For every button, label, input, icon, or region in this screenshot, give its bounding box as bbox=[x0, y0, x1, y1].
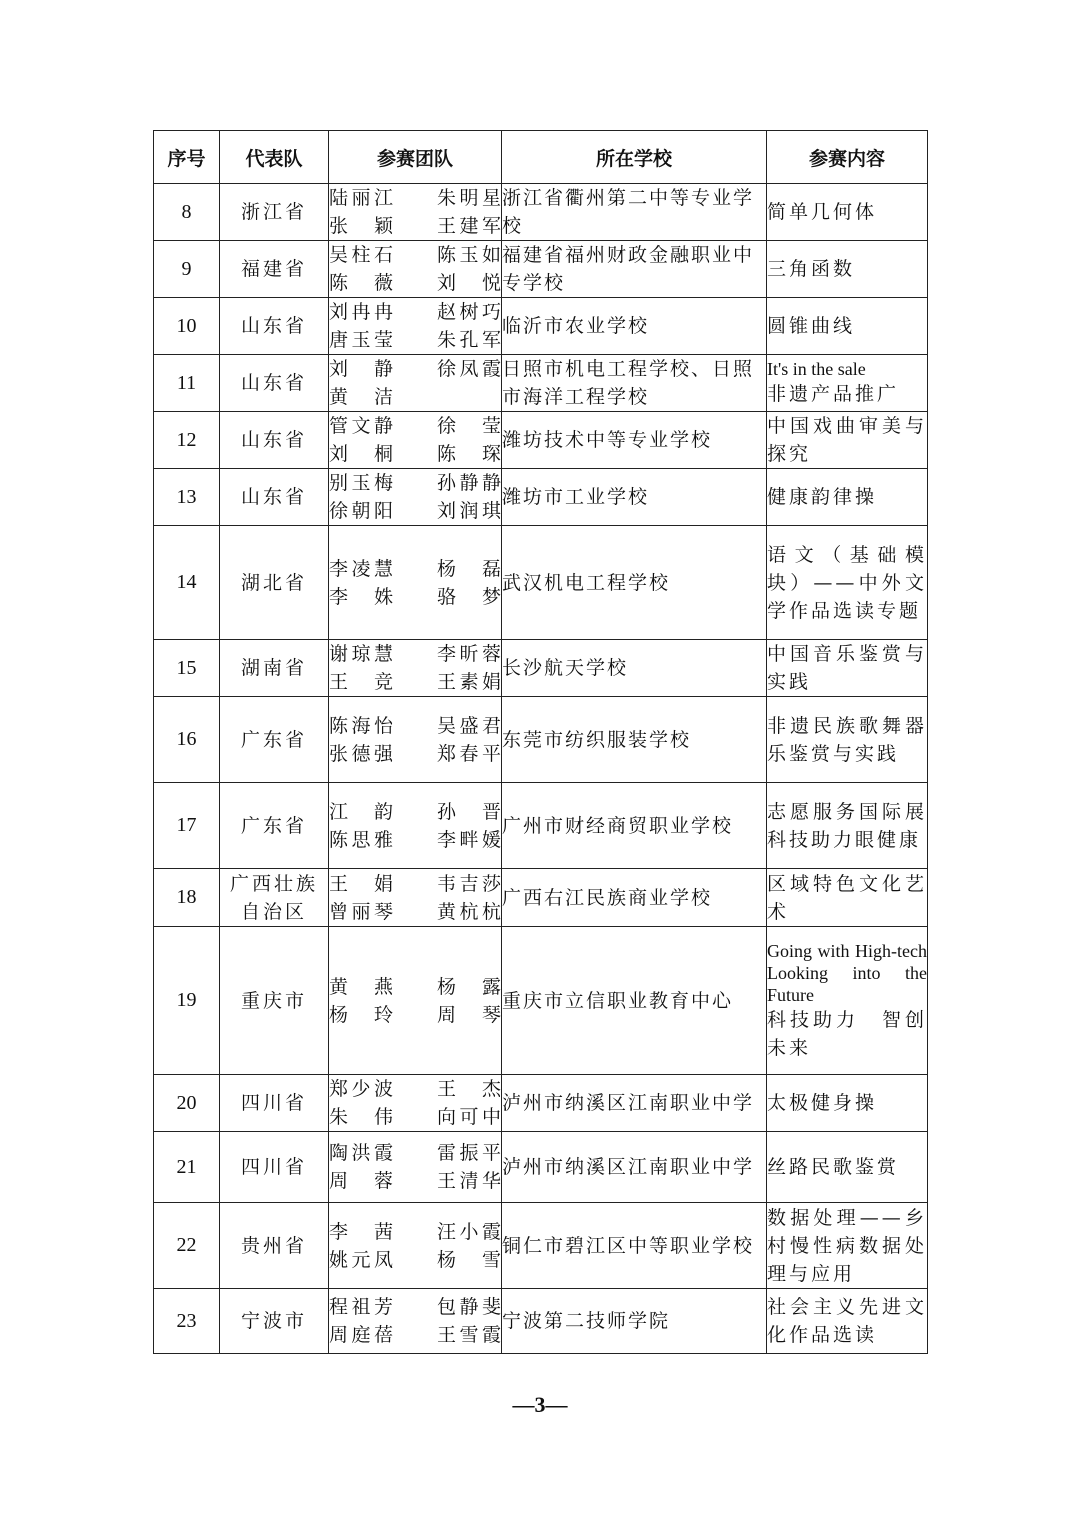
contest-content: 数据处理——乡村慢性病数据处理与应用 bbox=[767, 1203, 928, 1289]
member-name bbox=[437, 383, 501, 411]
school-name: 潍坊市工业学校 bbox=[502, 469, 767, 526]
contest-content: 中国音乐鉴赏与实践 bbox=[767, 640, 928, 697]
member-name: 陈 琛 bbox=[437, 443, 501, 465]
table-row bbox=[154, 1289, 928, 1354]
member-name: 周 蓉 bbox=[329, 1170, 393, 1192]
member-name: 陈思雅 bbox=[329, 828, 393, 851]
team-members bbox=[329, 640, 502, 697]
contest-content: 太极健身操 bbox=[767, 1075, 928, 1132]
member-name: 朱明星 bbox=[437, 187, 501, 209]
table-row bbox=[154, 184, 928, 241]
header-content: 参赛内容 bbox=[767, 131, 928, 184]
member-name: 黄 洁 bbox=[329, 386, 393, 408]
award-table bbox=[153, 130, 950, 1354]
member-name: 陆丽江 bbox=[329, 187, 393, 209]
team-members bbox=[329, 1132, 502, 1203]
contest-content: 三角函数 bbox=[767, 241, 928, 298]
team-members bbox=[329, 1075, 502, 1132]
member-name: 吴柱石 bbox=[329, 244, 393, 266]
delegation-name: 四川省 bbox=[220, 1075, 329, 1132]
row-number: 14 bbox=[154, 526, 220, 640]
contest-content-english: Going with High-tech Looking into the Future bbox=[767, 940, 927, 1005]
row-number: 22 bbox=[154, 1203, 220, 1289]
row-number: 10 bbox=[154, 298, 220, 355]
member-name: 曾丽琴 bbox=[329, 900, 393, 923]
member-name: 徐 莹 bbox=[437, 415, 501, 437]
table-row bbox=[154, 355, 928, 412]
delegation-name: 广东省 bbox=[220, 697, 329, 783]
contest-content bbox=[767, 355, 928, 412]
table-row bbox=[154, 1203, 928, 1289]
member-name: 张 颖 bbox=[329, 215, 393, 237]
header-members: 参赛团队 bbox=[329, 131, 502, 184]
member-name: 陈玉如 bbox=[437, 244, 501, 266]
table-row bbox=[154, 469, 928, 526]
contest-content: 健康韵律操 bbox=[767, 469, 928, 526]
contest-content: 社会主义先进文化作品选读 bbox=[767, 1289, 928, 1354]
team-members bbox=[329, 184, 502, 241]
delegation-name: 四川省 bbox=[220, 1132, 329, 1203]
table-row bbox=[154, 241, 928, 298]
school-name: 重庆市立信职业教育中心 bbox=[502, 927, 767, 1075]
school-name: 泸州市纳溪区江南职业中学 bbox=[502, 1132, 767, 1203]
school-name: 东莞市纺织服装学校 bbox=[502, 697, 767, 783]
member-name: 唐玉莹 bbox=[329, 329, 393, 351]
delegation-name: 重庆市 bbox=[220, 927, 329, 1075]
member-name: 王雪霞 bbox=[437, 1324, 501, 1346]
school-name: 武汉机电工程学校 bbox=[502, 526, 767, 640]
team-members bbox=[329, 783, 502, 869]
contest-content: 志愿服务国际展 科技助力眼健康 bbox=[767, 783, 928, 869]
team-members bbox=[329, 927, 502, 1075]
member-name: 杨 玲 bbox=[329, 1003, 393, 1026]
row-number: 19 bbox=[154, 927, 220, 1075]
team-members bbox=[329, 412, 502, 469]
contest-content-chinese: 非遗产品推广 bbox=[767, 383, 900, 405]
member-name: 骆 梦 bbox=[437, 585, 501, 608]
table-row bbox=[154, 298, 928, 355]
contest-content: 中国戏曲审美与探究 bbox=[767, 412, 928, 469]
member-name: 王 娟 bbox=[329, 872, 393, 895]
member-name: 刘 桐 bbox=[329, 443, 393, 465]
delegation-name: 山东省 bbox=[220, 298, 329, 355]
member-name: 刘 悦 bbox=[437, 272, 501, 294]
member-name: 李畔媛 bbox=[437, 828, 501, 851]
row-number: 9 bbox=[154, 241, 220, 298]
contest-content: 区域特色文化艺术 bbox=[767, 869, 928, 927]
school-name: 广西右江民族商业学校 bbox=[502, 869, 767, 927]
member-name: 姚元凤 bbox=[329, 1248, 393, 1271]
member-name: 李凌慧 bbox=[329, 557, 393, 580]
member-name: 刘润琪 bbox=[437, 500, 501, 522]
school-name: 临沂市农业学校 bbox=[502, 298, 767, 355]
page-number: —3— bbox=[512, 1392, 568, 1417]
row-number: 15 bbox=[154, 640, 220, 697]
delegation-name: 广西壮族自治区 bbox=[220, 869, 329, 927]
member-name: 黄 燕 bbox=[329, 975, 393, 998]
member-name: 程祖芳 bbox=[329, 1296, 393, 1318]
delegation-name: 广东省 bbox=[220, 783, 329, 869]
header-team: 代表队 bbox=[220, 131, 329, 184]
team-members bbox=[329, 298, 502, 355]
delegation-name: 山东省 bbox=[220, 469, 329, 526]
member-name: 赵树巧 bbox=[437, 301, 501, 323]
member-name: 郑春平 bbox=[437, 742, 501, 765]
delegation-name: 山东省 bbox=[220, 412, 329, 469]
table-row bbox=[154, 640, 928, 697]
member-name: 李 姝 bbox=[329, 585, 393, 608]
header-school: 所在学校 bbox=[502, 131, 767, 184]
member-name: 张德强 bbox=[329, 742, 393, 765]
contest-content-chinese: 科技助力 智创未来 bbox=[767, 1008, 927, 1059]
member-name: 王清华 bbox=[437, 1170, 501, 1192]
contest-content bbox=[767, 927, 928, 1075]
table-row bbox=[154, 412, 928, 469]
contest-content: 非遗民族歌舞器乐鉴赏与实践 bbox=[767, 697, 928, 783]
table-row bbox=[154, 1132, 928, 1203]
delegation-name: 贵州省 bbox=[220, 1203, 329, 1289]
table-row bbox=[154, 1075, 928, 1132]
member-name: 陈 薇 bbox=[329, 272, 393, 294]
member-name: 王 竞 bbox=[329, 671, 393, 693]
delegation-name: 山东省 bbox=[220, 355, 329, 412]
member-name: 徐朝阳 bbox=[329, 500, 393, 522]
table-row bbox=[154, 869, 928, 927]
member-name: 包静斐 bbox=[437, 1296, 501, 1318]
delegation-name: 湖北省 bbox=[220, 526, 329, 640]
row-number: 8 bbox=[154, 184, 220, 241]
member-name: 韦吉莎 bbox=[437, 872, 501, 895]
team-members bbox=[329, 1289, 502, 1354]
school-name: 浙江省衢州第二中等专业学校 bbox=[502, 184, 767, 241]
member-name: 向可中 bbox=[437, 1106, 501, 1128]
member-name: 周庭蓓 bbox=[329, 1324, 393, 1346]
school-name: 泸州市纳溪区江南职业中学 bbox=[502, 1075, 767, 1132]
member-name: 管文静 bbox=[329, 415, 393, 437]
table-row bbox=[154, 526, 928, 640]
contest-content-english: It's in the sale bbox=[767, 359, 866, 379]
row-number: 13 bbox=[154, 469, 220, 526]
table-row bbox=[154, 783, 928, 869]
member-name: 王 杰 bbox=[437, 1078, 501, 1100]
row-number: 11 bbox=[154, 355, 220, 412]
team-members bbox=[329, 355, 502, 412]
team-members bbox=[329, 526, 502, 640]
team-members bbox=[329, 1203, 502, 1289]
school-name: 日照市机电工程学校、日照市海洋工程学校 bbox=[502, 355, 767, 412]
member-name: 陈海怡 bbox=[329, 714, 393, 737]
contest-content: 圆锥曲线 bbox=[767, 298, 928, 355]
table-row bbox=[154, 697, 928, 783]
member-name: 陶洪霞 bbox=[329, 1142, 393, 1164]
row-number: 16 bbox=[154, 697, 220, 783]
contest-content: 简单几何体 bbox=[767, 184, 928, 241]
header-number: 序号 bbox=[154, 131, 220, 184]
member-name: 刘 静 bbox=[329, 358, 393, 380]
row-number: 18 bbox=[154, 869, 220, 927]
member-name: 别玉梅 bbox=[329, 472, 393, 494]
member-name: 谢琼慧 bbox=[329, 643, 393, 665]
school-name: 广州市财经商贸职业学校 bbox=[502, 783, 767, 869]
member-name: 朱孔军 bbox=[437, 329, 501, 351]
member-name: 杨 雪 bbox=[437, 1248, 501, 1271]
delegation-name: 浙江省 bbox=[220, 184, 329, 241]
member-name: 杨 磊 bbox=[437, 557, 501, 580]
table-row bbox=[154, 927, 928, 1075]
contest-content: 丝路民歌鉴赏 bbox=[767, 1132, 928, 1203]
member-name: 孙静静 bbox=[437, 472, 501, 494]
school-name: 宁波第二技师学院 bbox=[502, 1289, 767, 1354]
team-members bbox=[329, 869, 502, 927]
school-name: 铜仁市碧江区中等职业学校 bbox=[502, 1203, 767, 1289]
row-number: 20 bbox=[154, 1075, 220, 1132]
member-name: 郑少波 bbox=[329, 1078, 393, 1100]
member-name: 孙 晋 bbox=[437, 800, 501, 823]
delegation-name: 湖南省 bbox=[220, 640, 329, 697]
delegation-name: 宁波市 bbox=[220, 1289, 329, 1354]
school-name: 潍坊技术中等专业学校 bbox=[502, 412, 767, 469]
team-members bbox=[329, 241, 502, 298]
member-name: 李昕蓉 bbox=[437, 643, 501, 665]
member-name: 李 茜 bbox=[329, 1220, 393, 1243]
member-name: 朱 伟 bbox=[329, 1106, 393, 1128]
contest-content: 语文（基础模块）——中外文学作品选读专题 bbox=[767, 526, 928, 640]
team-members bbox=[329, 469, 502, 526]
delegation-name: 福建省 bbox=[220, 241, 329, 298]
member-name: 吴盛君 bbox=[437, 714, 501, 737]
member-name: 王素娟 bbox=[437, 671, 501, 693]
school-name: 福建省福州财政金融职业中专学校 bbox=[502, 241, 767, 298]
member-name: 汪小霞 bbox=[437, 1220, 501, 1243]
row-number: 21 bbox=[154, 1132, 220, 1203]
member-name: 江 韵 bbox=[329, 800, 393, 823]
school-name: 长沙航天学校 bbox=[502, 640, 767, 697]
row-number: 12 bbox=[154, 412, 220, 469]
member-name: 雷振平 bbox=[437, 1142, 501, 1164]
member-name: 王建军 bbox=[437, 215, 501, 237]
team-members bbox=[329, 697, 502, 783]
member-name: 黄杭杭 bbox=[437, 900, 501, 923]
member-name: 徐凤霞 bbox=[437, 358, 501, 380]
row-number: 17 bbox=[154, 783, 220, 869]
row-number: 23 bbox=[154, 1289, 220, 1354]
member-name: 杨 露 bbox=[437, 975, 501, 998]
header-row bbox=[154, 131, 928, 184]
member-name: 周 琴 bbox=[437, 1003, 501, 1026]
member-name: 刘冉冉 bbox=[329, 301, 393, 323]
